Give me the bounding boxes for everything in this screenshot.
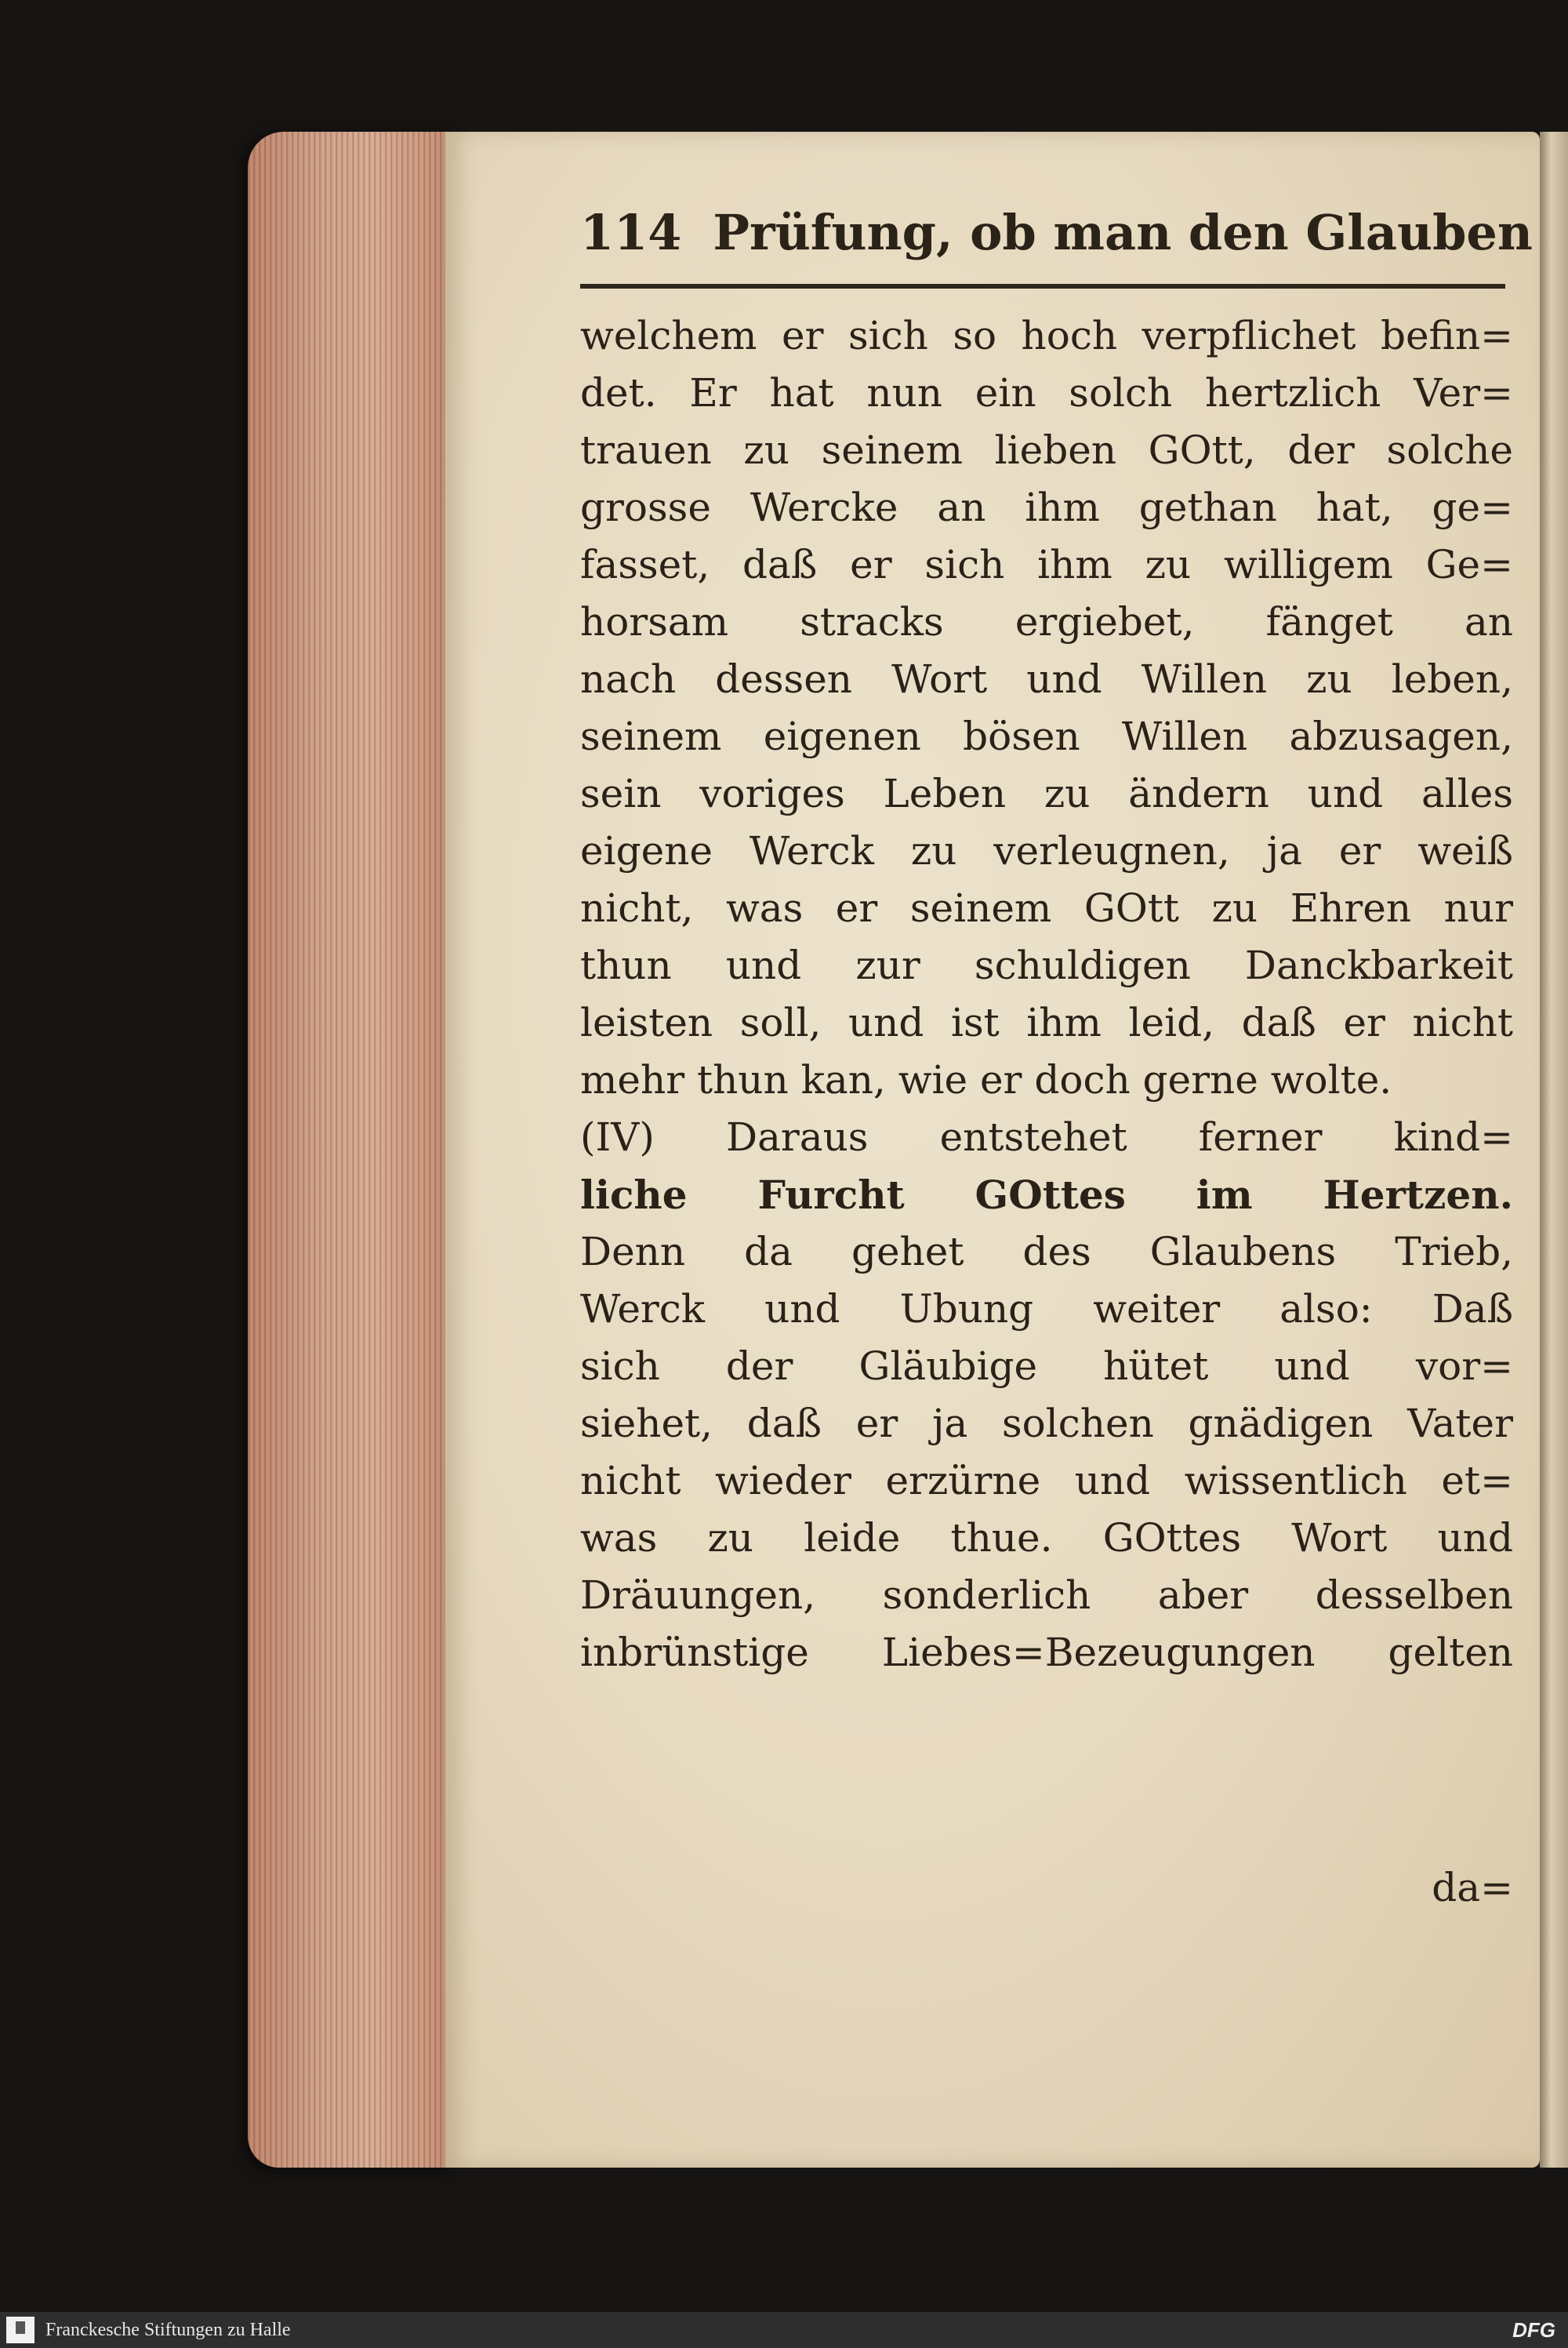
text-line: sein voriges Leben zu ändern und alles bbox=[580, 771, 1513, 816]
text-line: nach dessen Wort und Willen zu leben, bbox=[580, 656, 1513, 702]
text-line: sich der Gläubige hütet und vor= bbox=[580, 1343, 1513, 1389]
text-line: eigene Werck zu verleugnen, ja er weiß bbox=[580, 828, 1513, 874]
text-line: was zu leide thue. GOttes Wort und bbox=[580, 1515, 1513, 1561]
text-line: (IV) Daraus entstehet ferner kind= bbox=[580, 1114, 1513, 1160]
page-number: 114 bbox=[580, 204, 682, 261]
running-head bbox=[580, 204, 1533, 282]
text-line: Dräuungen, sonderlich aber desselben bbox=[580, 1572, 1513, 1618]
running-title: Prüfung, ob man den Glauben bbox=[713, 204, 1533, 261]
text-line: horsam stracks ergiebet, fänget an bbox=[580, 599, 1513, 645]
text-line: grosse Wercke an ihm gethan hat, ge= bbox=[580, 485, 1513, 530]
text-line: seinem eigenen bösen Willen abzusagen, bbox=[580, 714, 1513, 759]
text-line: liche Furcht GOttes im Hertzen. bbox=[580, 1172, 1513, 1218]
body-text bbox=[580, 307, 1513, 1681]
text-line: nicht, was er seinem GOtt zu Ehren nur bbox=[580, 885, 1513, 931]
text-line: welchem er sich so hoch verpflichet befin= bbox=[580, 313, 1513, 358]
catchword: da= bbox=[1432, 1865, 1513, 1910]
text-line: fasset, daß er sich ihm zu willigem Ge= bbox=[580, 542, 1513, 587]
text-line: trauen zu seinem lieben GOtt, der solche bbox=[580, 427, 1513, 473]
footer-bar bbox=[0, 2312, 1568, 2348]
text-line: leisten soll, und ist ihm leid, daß er nicht bbox=[580, 1000, 1513, 1045]
text-line: inbrünstige Liebes=Bezeugungen gelten bbox=[580, 1630, 1513, 1675]
facing-page-sliver bbox=[1540, 132, 1568, 2168]
institution-logo-icon bbox=[6, 2317, 34, 2343]
institution-name: Franckesche Stiftungen zu Halle bbox=[45, 2320, 291, 2340]
header-rule bbox=[580, 284, 1505, 289]
text-line: Denn da gehet des Glaubens Trieb, bbox=[580, 1229, 1513, 1274]
text-line: siehet, daß er ja solchen gnädigen Vater bbox=[580, 1401, 1513, 1446]
text-line: thun und zur schuldigen Danckbarkeit bbox=[580, 943, 1513, 988]
text-line: nicht wieder erzürne und wissentlich et= bbox=[580, 1458, 1513, 1503]
text-line: Werck und Ubung weiter also: Daß bbox=[580, 1286, 1513, 1332]
book-page-edges bbox=[248, 132, 452, 2168]
text-line: mehr thun kan, wie er doch gerne wolte. bbox=[580, 1057, 1392, 1103]
funder-logo: DFG bbox=[1512, 2318, 1555, 2342]
text-line: det. Er hat nun ein solch hertzlich Ver= bbox=[580, 370, 1513, 416]
